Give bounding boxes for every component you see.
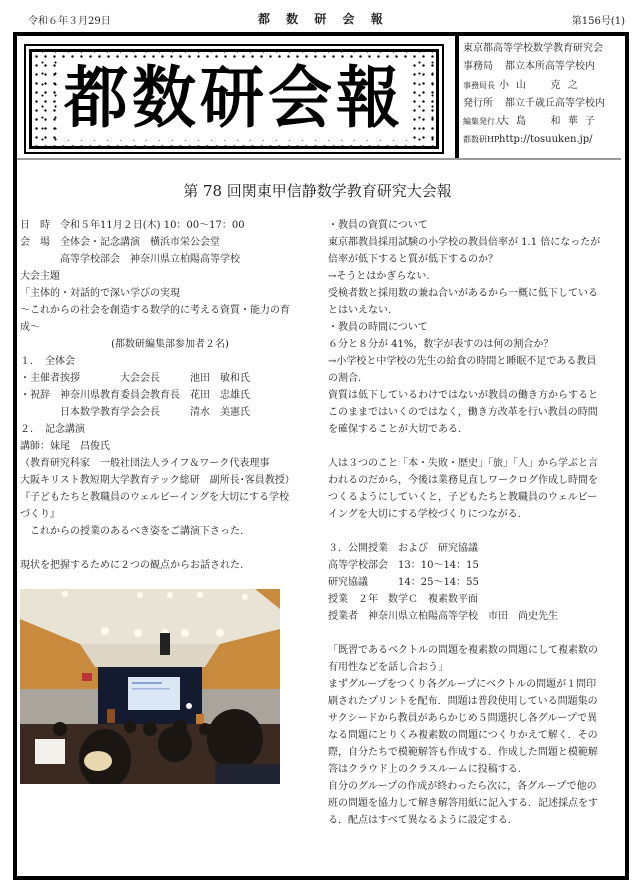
text-line: 有用性などを話し合おう」 (328, 662, 448, 673)
text-line: 際，自分たちで模範解答も作成する．作成した問題と模範解 (328, 747, 598, 758)
publisher-row: 都数研HP http://tosuuken.jp/ (463, 131, 619, 149)
text-line: イングを大切にする学校づくりにつながる. (328, 509, 521, 520)
article-left-column (20, 217, 320, 574)
text-line: 大阪キリスト教短期大学教育テック総研 副所長･客員教授） (20, 475, 295, 486)
text-line: 現状を把握するために２つの観点からお話された. (20, 560, 244, 571)
text-line: 人は３つのこと「本・失敗・歴史」「旅」「人」から学ぶと言 (328, 458, 598, 469)
paragraph-gap (20, 540, 320, 557)
issue-date: 令和６年３月29日 (28, 16, 111, 27)
text-line: 会 場 全体会・記念講演 横浜市栄公会堂 (20, 237, 220, 248)
lecture-hall-photo (20, 589, 280, 784)
text-line: 高等学校部会 神奈川県立柏陽高等学校 (20, 254, 240, 265)
text-line: 受検者数と採用数の兼ね合いがあるから一概に低下している (328, 288, 598, 299)
issue-number: 第156号(1) (571, 16, 625, 27)
text-line: ６分と８分が 41%，数字が表すのは何の割合か？ (328, 339, 554, 350)
text-line: サクシードから教員があらかじめ５問選択し各グループで異 (328, 713, 598, 724)
text-line: 日 時 令和５年11月２日(木) 10：00～17：00 (20, 220, 245, 231)
text-line: づくり』 (20, 509, 60, 520)
text-line: を確保することが大切である. (328, 424, 462, 435)
homepage-link[interactable]: http://tosuuken.jp/ (499, 134, 593, 146)
paragraph-gap (328, 438, 621, 455)
text-line: 刷されたプリントを配布．問題は普段使用している問題集の (328, 696, 598, 707)
text-line: ・主催者挨拶 大会会長 池田 敏和氏 (20, 373, 250, 384)
publisher-row: 発行所 都立千歳丘高等学校内 (463, 97, 605, 109)
text-line: →小学校と中学校の先生の給食の時間と睡眠不足である教員 (328, 356, 597, 367)
text-line: の割合. (328, 373, 362, 384)
text-line: 講師：妹尾 昌俊氏 (20, 441, 110, 452)
text-line: なる問題にとりくみ複素数の問題につくりかえて解く．その (328, 730, 598, 741)
text-line: 「既習であるベクトルの問題を複素数の問題にして複素数の (328, 645, 598, 656)
text-line: 資質は低下しているわけではないが教員の働き方からすると (328, 390, 598, 401)
text-line: 「主体的・対話的で深い学びの実現 (20, 288, 180, 299)
publisher-row: 編集発行人 大 島 和 華 子 (463, 116, 597, 128)
text-line: 研究協議 14：25～14：55 (328, 577, 479, 588)
text-line: ・祝辞 神奈川県教育委員会教育長 花田 忠雄氏 (20, 390, 250, 401)
text-line: このままではいくのではなく，働き方改革を行い教員の時間 (328, 407, 598, 418)
text-line: 高等学校部会 13：10～14：15 (328, 560, 479, 571)
publisher-organization: 東京都高等学校数学教育研究会 (463, 43, 603, 54)
text-line: とはいえない. (328, 305, 392, 316)
text-line: 日本数学教育学会会長 清水 美憲氏 (20, 407, 250, 418)
text-line: ・教員の資質について (328, 220, 428, 231)
text-line: 『子どもたちと教職員のウェルビーイングを大切にする学校 (20, 492, 289, 503)
paragraph-gap (328, 523, 621, 540)
text-line: 授業者 神奈川県立柏陽高等学校 市田 尚史先生 (328, 611, 558, 622)
text-line: 倍率が低下すると質が低下するのか？ (328, 254, 498, 265)
paper-name: 都 数 研 会 報 (258, 12, 389, 26)
text-line: これからの授業のあるべき姿をご講演下さった. (20, 526, 244, 537)
photo-illustration (20, 589, 280, 784)
paragraph-gap (328, 625, 621, 642)
text-line: つくるようにしていくと，子どもたちと教職員のウェルビー (328, 492, 598, 503)
publisher-row: 事務局長 小 山 克 之 (463, 79, 580, 91)
text-line: ３．公開授業 および 研究協議 (328, 543, 478, 554)
article-headline: 第 78 回関東甲信静数学教育研究大会報 (183, 182, 452, 200)
publisher-info (463, 40, 619, 150)
text-line: 自分のグループの作成が終わったら次に，各グループで他の (328, 781, 597, 792)
text-line: 成～ (20, 322, 40, 333)
text-line: まずグループをつくり各グループにベクトルの問題が１問印 (328, 679, 597, 690)
text-line: われるのだから，今後は業務見直しワークログ作成し時間を (328, 475, 598, 486)
text-line: ２． 記念講演 (20, 424, 85, 435)
publisher-row: 事務局 都立本所高等学校内 (463, 61, 595, 73)
text-line: 答はクラウド上のクラスルームに投稿する. (328, 764, 521, 775)
text-line: 大会主題 (20, 271, 60, 282)
text-line: 授業 ２年 数学Ｃ 複素数平面 (328, 594, 478, 605)
page-header (0, 10, 635, 26)
masthead-rule (17, 158, 621, 160)
masthead-divider (455, 32, 459, 159)
text-line: ・教員の時間について (328, 322, 428, 333)
text-line: 東京都教員採用試験の小学校の教員倍率が 1.1 倍になったが (328, 237, 601, 248)
text-line: ～これからの社会を創造する数学的に考える資質・能力の育 (20, 305, 290, 316)
text-line: 班の問題を協力して解き解答用紙に記入する．記述採点をす (328, 798, 598, 809)
logo-pattern (29, 49, 439, 149)
logo-text: 都数研会報 (58, 58, 410, 140)
text-line: る．配点はすべて異なるように設定する. (328, 815, 511, 826)
text-line: （教育研究科家 一般社団法人ライフ＆ワーク代表理事 (20, 458, 270, 469)
article-right-column (328, 217, 621, 829)
text-line: １． 全体会 (20, 356, 75, 367)
text-line: →そうとはかぎらない. (328, 271, 430, 282)
masthead-logo (24, 44, 444, 154)
text-line: (都数研編集部参加者２名) (111, 339, 229, 350)
